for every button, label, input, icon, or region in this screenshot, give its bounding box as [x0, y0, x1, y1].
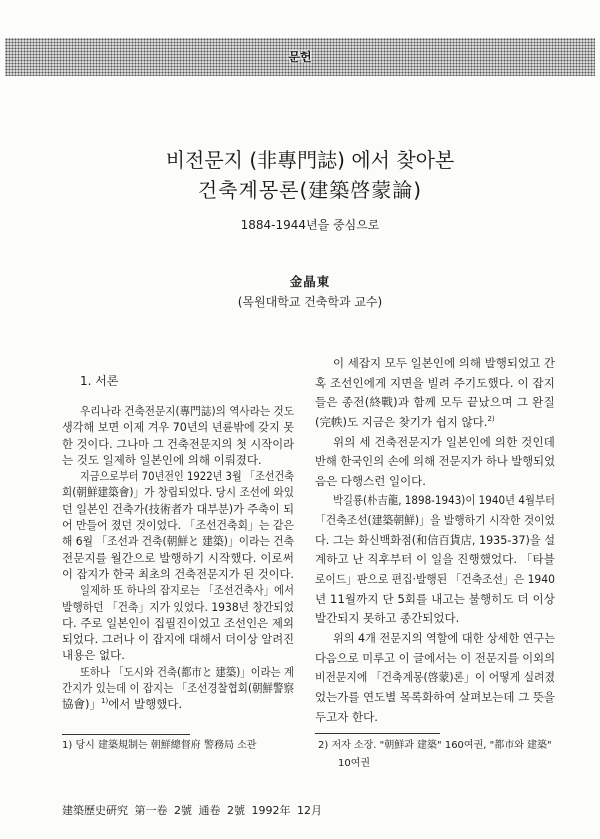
- footnote-marker: 2): [487, 414, 495, 423]
- text-line: 두고자 한다.: [315, 709, 378, 724]
- text-segment: 協會)」: [62, 697, 101, 712]
- text-line: 었는가를 연도별 목록화하여 살펴보는데 그 뜻을: [315, 689, 555, 704]
- text-segment: 에서 발행했다.: [108, 697, 183, 712]
- text-line: 혹 조선인에게 지면을 빌려 주기도했다. 이 잡지: [315, 375, 555, 390]
- page-footer: 建築歷史硏究 第一卷 2號 通卷 2號 1992年 12月: [62, 804, 322, 817]
- text-line: 「건축조선(建築朝鮮)」을 발행하기 시작한 것이었: [315, 513, 555, 528]
- text-line: 년 11월까지 단 5회를 내고는 불행히도 더 이상: [315, 591, 555, 606]
- text-line: 한 것이다. 그나마 그 건축전문지의 첫 시작이라: [62, 436, 294, 451]
- text-line: 들은 종전(終戰)과 함께 모두 끝났으며 그 완질: [315, 395, 555, 410]
- author-name: 金晶東: [289, 274, 331, 289]
- text-line: 또하나 「도시와 건축(都市と 建築)」이라는 계: [80, 664, 294, 679]
- text-line: 지금으로부터 70년전인 1922년 3월 「조선건축: [80, 469, 294, 484]
- text-line: 로이드」판으로 편집·발행된 「건축조선」은 1940: [315, 572, 555, 587]
- text-segment: (完帙)도 지금은 찾기가 쉽지 않다.: [315, 414, 488, 429]
- section-heading: 1. 서론: [80, 374, 119, 388]
- text-line: 내용은 없다.: [62, 648, 125, 663]
- article-subtitle: 1884-1944년을 중심으로: [240, 218, 380, 232]
- text-line: 생각해 보면 이제 겨우 70년의 년륜밖에 갖지 못: [62, 420, 294, 435]
- footnote-2-continuation: 10여권: [338, 758, 371, 769]
- text-line: 회(朝鮮建築會)」가 창립되었다. 당시 조선에 와있: [62, 485, 294, 500]
- text-line: 발간되지 못하고 종간되었다.: [315, 611, 460, 626]
- text-line: 던 일본인 건축가(技術者가 대부분)가 주축이 되: [62, 501, 294, 516]
- footnote-marker: 1): [101, 697, 109, 706]
- footnote-separator: [315, 733, 440, 734]
- right-column: [315, 354, 555, 733]
- text-line: 다. 그는 화신백화점(和信百貨店, 1935-37)을 설: [315, 532, 555, 547]
- text-line: 다. 주로 일본인이 집필진이었고 조선인은 제외: [62, 615, 294, 630]
- text-line: 반해 한국인의 손에 의해 전문지가 하나 발행되었: [315, 454, 555, 469]
- left-column: [62, 403, 294, 725]
- footnote-separator: [62, 734, 190, 735]
- text-line: 위의 세 건축전문지가 일본인에 의한 것인데: [333, 434, 555, 449]
- text-line: 다음으로 미루고 이 글에서는 이 전문지를 이외의: [315, 650, 555, 665]
- text-line: 음은 다행스런 일이다.: [315, 473, 426, 488]
- text-line: 어 만들어 졌던 것이었다. 「조선건축회」는 같은: [62, 518, 294, 533]
- text-line: 해 6월 「조선과 건축(朝鮮と 建築)」이라는 건축: [62, 534, 294, 549]
- text-line: 전문지를 월간으로 발행하기 시작했다. 이로써: [62, 550, 294, 565]
- text-line: 위의 4개 전문지의 역할에 대한 상세한 연구는: [333, 630, 555, 645]
- text-line: 되었다. 그러나 이 잡지에 대해서 더이상 알려진: [62, 632, 294, 647]
- article-title-line-2: 건축계몽론(建築啓蒙論): [197, 178, 423, 202]
- footnote-1: 1) 당시 建築規制는 朝鮮總督府 警務局 소관: [62, 740, 257, 751]
- text-line: 간지가 있는데 이 잡지는 「조선경찰협회(朝鮮警察: [62, 681, 294, 696]
- section-label: 문헌: [288, 50, 312, 64]
- text-line: [62, 696, 294, 712]
- text-line: 는 것도 일제하 일본인에 의해 이뤄졌다.: [62, 452, 262, 467]
- text-line: 일제하 또 하나의 잡지로는 「조선건축사」에서: [80, 583, 294, 598]
- footnote-2: 2) 저자 소장. "朝鮮과 建築" 160여권, "都市와 建築": [318, 740, 552, 751]
- author-affiliation: (목원대학교 건축학과 교수): [237, 295, 383, 309]
- text-line: 이 잡지가 한국 최초의 건축전문지가 된 것이다.: [62, 566, 294, 581]
- text-line: [315, 413, 555, 433]
- header-band: [5, 38, 595, 76]
- text-line: 비전문지에 「건축계몽(啓蒙)론」이 어떻게 실려졌: [315, 670, 555, 685]
- text-line: 박길룡(朴吉龍, 1898-1943)이 1940년 4월부터: [333, 493, 555, 508]
- article-title-line-1: 비전문지 (非專門誌) 에서 찾아본: [165, 148, 455, 172]
- text-line: 계하고 난 직후부터 이 일을 진행했었다. 「타블: [315, 552, 555, 567]
- text-line: 우리나라 건축전문지(專門誌)의 역사라는 것도: [80, 404, 294, 418]
- text-line: 이 세잡지 모두 일본인에 의해 발행되었고 간: [333, 356, 555, 370]
- text-line: 발행하던 「건축」지가 있었다. 1938년 창간되었: [62, 599, 294, 614]
